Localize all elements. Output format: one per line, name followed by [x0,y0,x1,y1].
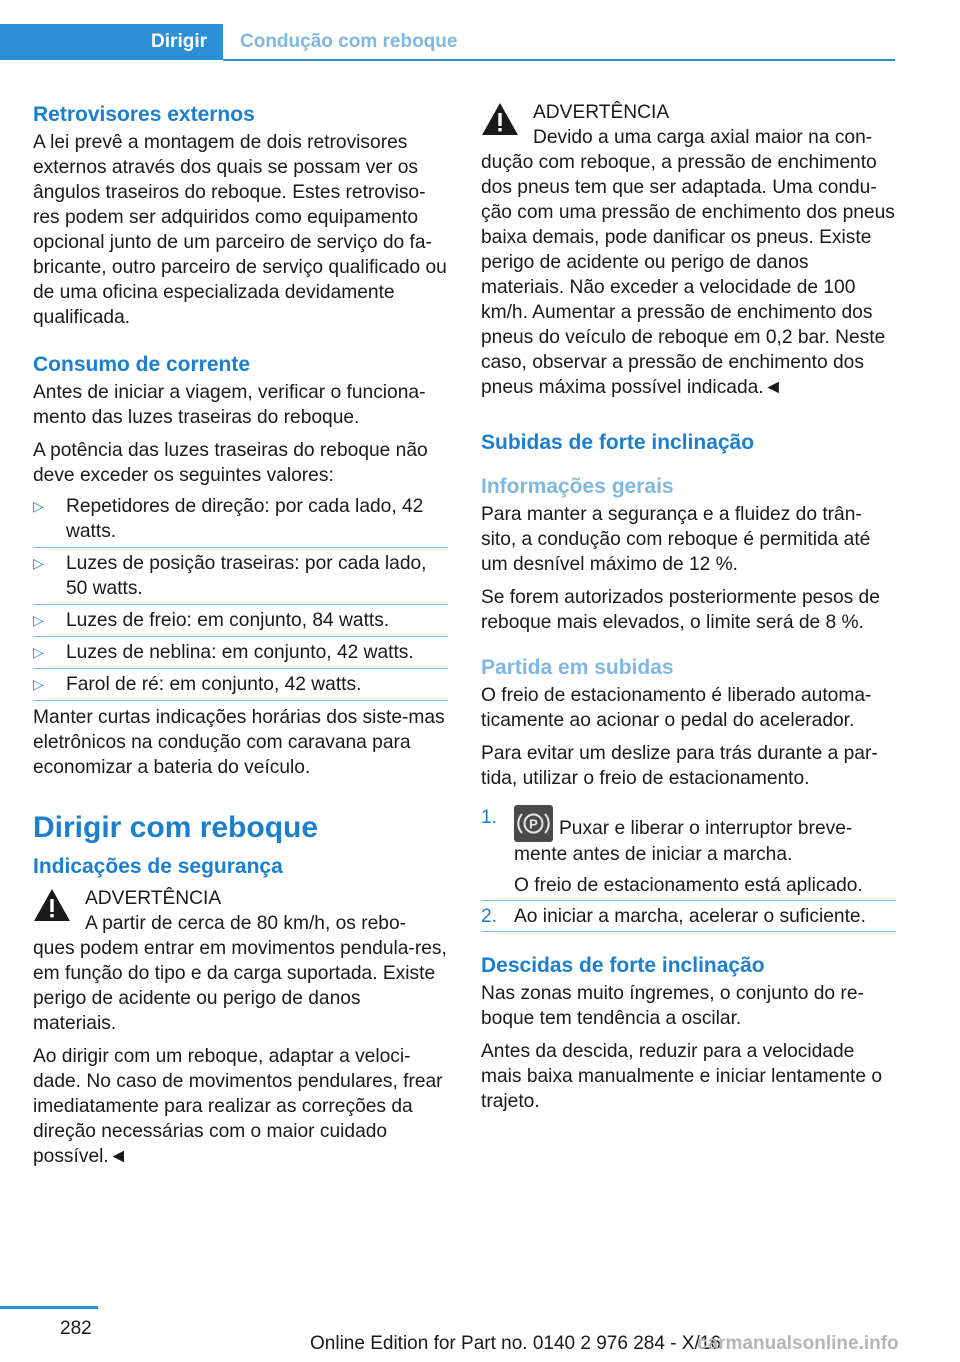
heading-partida-em-subidas: Partida em subidas [481,656,674,679]
header-rule [223,59,895,61]
retrovisores-text: A lei prevê a montagem de dois retrovisores externos através dos quais se possam ver os ângulos traseiros do reboque. Estes retroviso-res podem ser adquiridos como equipamento opcional junto de um parceiro de serviço do fa-bricante, outro parceiro de serviço qualificado ou de uma oficina especializada devidamente qualificada. [33,132,447,328]
triangle-bullet-icon: ▷ [33,612,44,628]
heading-retrovisores: Retrovisores externos [33,103,255,126]
heading-informacoes-gerais: Informações gerais [481,475,674,498]
descidas-p2: Antes da descida, reduzir para a velocidade mais baixa manualmente e iniciar lentamente o trajeto. [481,1041,883,1112]
info-p2: Se forem autorizados posteriormente pesos de reboque mais elevados, o limite será de 8 %. [481,587,880,633]
edition-text: Online Edition for Part no. 0140 2 976 284 - X/16 [310,1333,721,1354]
right-column [481,100,896,1114]
triangle-bullet-icon: ▷ [33,555,44,571]
warning-first-line: A partir de cerca de 80 km/h, os rebo- [85,913,407,934]
triangle-bullet-icon: ▷ [33,498,44,514]
watermark-text: carmanualsonline.info [697,1333,899,1354]
warning-triangle-icon [33,888,71,922]
footer-rule [0,1306,98,1309]
parking-brake-icon [514,805,553,842]
warning-first-line: Devido a uma carga axial maior na con- [533,127,873,148]
info-p1: Para manter a segurança e a fluidez do trân-sito, a condução com reboque é permitida até um desnível máximo de 12 %. [481,504,871,575]
warning-label: ADVERTÊNCIA [533,102,670,123]
step-number: 1. [481,807,498,828]
section-tab[interactable]: Condução com reboque [240,31,458,52]
chapter-tab[interactable]: Dirigir [0,24,223,60]
step-number: 2. [481,906,498,927]
heading-dirigir-com-reboque: Dirigir com reboque [33,811,319,844]
warning-triangle-icon [481,102,519,136]
heading-indicacoes: Indicações de segurança [33,855,283,878]
list-item: ▷ Luzes de posição traseiras: por cada lado, 50 watts. [33,551,448,601]
step-text: Puxar e liberar o interruptor breve-mente antes de iniciar a marcha. [514,818,853,865]
descidas-p1: Nas zonas muito íngremes, o conjunto do re-boque tem tendência a oscilar. [481,983,864,1029]
triangle-bullet-icon: ▷ [33,676,44,692]
left-column [33,100,448,1169]
page-number: 282 [60,1318,92,1339]
partida-p1: O freio de estacionamento é liberado automa-ticamente ao acionar o pedal do acelerador. [481,685,872,731]
triangle-bullet-icon: ▷ [33,644,44,660]
warning-text: ques podem entrar em movimentos pendula-res, em função do tipo e da carga suportada. Existe perigo de acidente ou perigo de danos materiais. [33,938,447,1034]
warning-block [481,100,896,400]
list-item: ▷ Repetidores de direção: por cada lado, 42 watts. [33,494,448,544]
warning-label: ADVERTÊNCIA [85,888,222,909]
heading-descidas: Descidas de forte inclinação [481,954,765,977]
page-header [0,24,895,62]
list-item: ▷ Farol de ré: em conjunto, 42 watts. [33,672,448,697]
step-note: O freio de estacionamento está aplicado. [514,875,863,896]
partida-steps [481,805,896,929]
warning-text: dução com reboque, a pressão de enchimento dos pneus tem que ser adaptada. Uma condu-ção com uma pressão de enchimento dos pneus baixa demais, pode danificar os pneus. Existe perigo de acidente ou perigo de danos materiais. Não exceder a velocidade de 100 km/h. Aumentar a pressão de enchimento dos pneus do veículo de reboque em 0,2 bar. Neste caso, observar a pressão de enchimento dos pneus máxima possível indicada.◄ [481,152,895,398]
consumo-p1: Antes de iniciar a viagem, verificar o funciona-mento das luzes traseiras do reboque. [33,382,426,428]
list-item [481,904,896,929]
step-text: Ao iniciar a marcha, acelerar o suficiente. [514,906,866,927]
warning-text-2: Ao dirigir com um reboque, adaptar a veloci-dade. No caso de movimentos pendulares, frear imediatamente para realizar as correções da direção necessárias com o maior cuidado possível.◄ [33,1046,443,1167]
heading-consumo: Consumo de corrente [33,353,251,376]
svg-text:P: P [529,816,538,832]
list-item: ▷ Luzes de neblina: em conjunto, 42 watts. [33,640,448,665]
warning-block [33,886,448,1036]
consumo-p2: A potência das luzes traseiras do reboque não deve exceder os seguintes valores: [33,440,428,486]
heading-subidas: Subidas de forte inclinação [481,431,755,454]
list-item: ▷ Luzes de freio: em conjunto, 84 watts. [33,608,448,633]
consumo-bullet-list [33,494,448,697]
partida-p2: Para evitar um deslize para trás durante a par-tida, utilizar o freio de estacionamento. [481,743,878,789]
consumo-p3: Manter curtas indicações horárias dos siste-mas eletrônicos na condução com caravana para economizar a bateria do veículo. [33,707,445,778]
list-item [481,805,896,898]
